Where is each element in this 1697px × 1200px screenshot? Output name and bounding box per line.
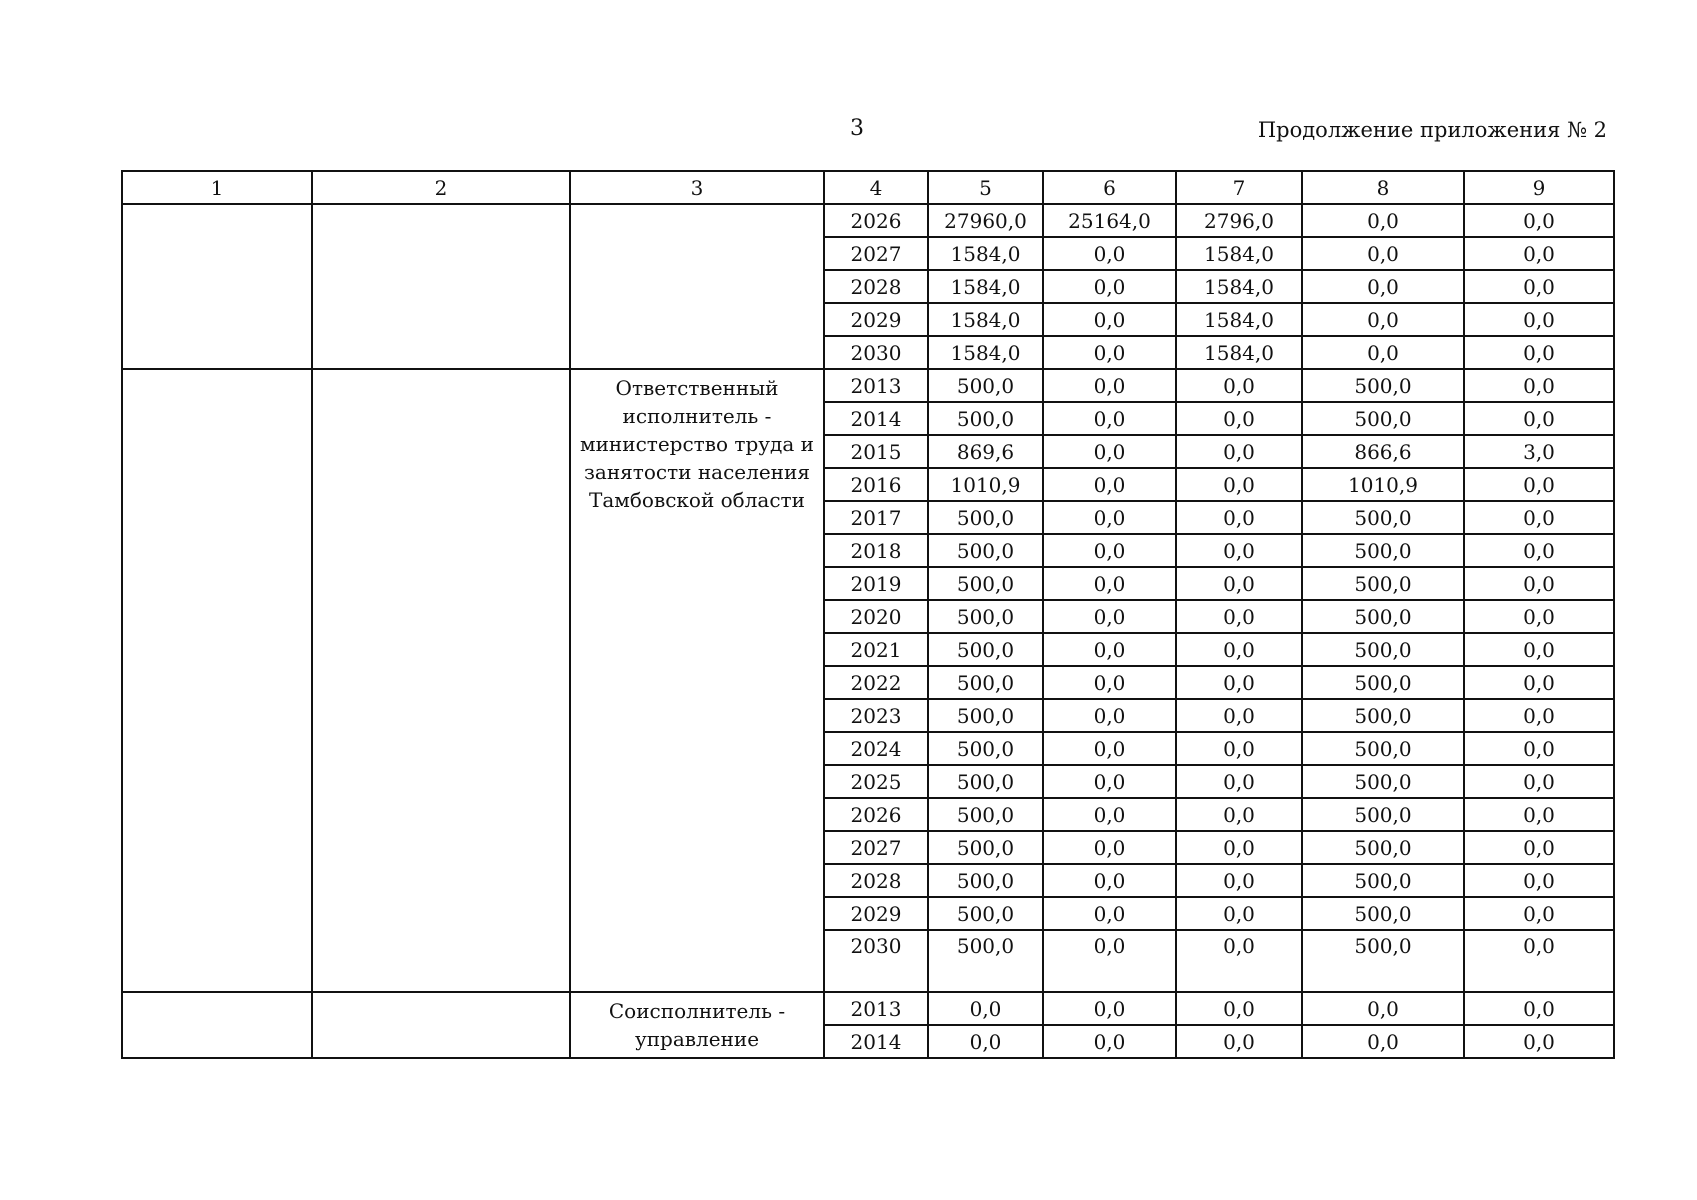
amount-cell: 500,0 [928,633,1043,666]
amount-cell: 500,0 [928,798,1043,831]
amount-cell: 0,0 [1043,501,1176,534]
amount-cell: 0,0 [1043,864,1176,897]
table-row [122,369,1614,402]
year-cell: 2014 [824,402,928,435]
amount-cell: 0,0 [1043,435,1176,468]
amount-cell: 500,0 [1302,567,1464,600]
amount-cell: 0,0 [1043,402,1176,435]
description-cell [122,369,312,992]
description-cell [312,369,570,992]
amount-cell: 0,0 [1043,765,1176,798]
amount-cell: 0,0 [1043,336,1176,369]
amount-cell: 500,0 [1302,600,1464,633]
amount-cell: 0,0 [1176,798,1302,831]
amount-cell: 0,0 [1464,633,1614,666]
amount-cell: 0,0 [1176,369,1302,402]
year-cell: 2024 [824,732,928,765]
amount-cell: 1584,0 [928,270,1043,303]
column-number: 2 [312,171,570,204]
amount-cell: 1010,9 [928,468,1043,501]
amount-cell: 1010,9 [1302,468,1464,501]
year-cell: 2015 [824,435,928,468]
amount-cell: 0,0 [1176,666,1302,699]
year-cell: 2028 [824,864,928,897]
year-cell: 2013 [824,369,928,402]
executor-cell: Ответственный исполнитель - министерство труда и занятости населения Тамбовской области [570,369,824,992]
amount-cell: 0,0 [1043,567,1176,600]
amount-cell: 0,0 [1464,1025,1614,1058]
year-cell: 2020 [824,600,928,633]
amount-cell: 0,0 [1464,468,1614,501]
amount-cell: 0,0 [1302,237,1464,270]
amount-cell: 0,0 [1464,336,1614,369]
amount-cell: 0,0 [1176,633,1302,666]
amount-cell: 0,0 [1176,600,1302,633]
year-cell: 2030 [824,930,928,992]
amount-cell: 1584,0 [928,237,1043,270]
description-cell [122,992,312,1058]
description-cell [312,992,570,1058]
amount-cell: 0,0 [1176,567,1302,600]
year-cell: 2019 [824,567,928,600]
amount-cell: 500,0 [928,897,1043,930]
amount-cell: 0,0 [1176,930,1302,992]
amount-cell: 1584,0 [1176,336,1302,369]
year-cell: 2028 [824,270,928,303]
amount-cell: 0,0 [928,1025,1043,1058]
page-number: 3 [850,116,864,141]
table-row [122,204,1614,237]
year-cell: 2023 [824,699,928,732]
amount-cell: 500,0 [928,765,1043,798]
amount-cell: 0,0 [1043,992,1176,1025]
year-cell: 2027 [824,831,928,864]
amount-cell: 500,0 [928,369,1043,402]
year-cell: 2029 [824,303,928,336]
amount-cell: 500,0 [928,567,1043,600]
amount-cell: 1584,0 [928,303,1043,336]
amount-cell: 0,0 [1464,501,1614,534]
amount-cell: 500,0 [1302,897,1464,930]
amount-cell: 1584,0 [928,336,1043,369]
amount-cell: 0,0 [1043,534,1176,567]
year-cell: 2017 [824,501,928,534]
column-number: 7 [1176,171,1302,204]
amount-cell: 0,0 [1043,897,1176,930]
year-cell: 2022 [824,666,928,699]
year-cell: 2026 [824,204,928,237]
column-number: 1 [122,171,312,204]
year-cell: 2025 [824,765,928,798]
amount-cell: 0,0 [1464,765,1614,798]
amount-cell: 0,0 [1464,600,1614,633]
column-number-row [122,171,1614,204]
column-number: 5 [928,171,1043,204]
column-number: 6 [1043,171,1176,204]
amount-cell: 500,0 [928,831,1043,864]
amount-cell: 0,0 [1464,567,1614,600]
amount-cell: 500,0 [928,864,1043,897]
amount-cell: 500,0 [1302,831,1464,864]
amount-cell: 0,0 [1464,732,1614,765]
year-cell: 2030 [824,336,928,369]
amount-cell: 0,0 [1302,270,1464,303]
amount-cell: 0,0 [1302,992,1464,1025]
amount-cell: 2796,0 [1176,204,1302,237]
year-cell: 2016 [824,468,928,501]
column-number: 8 [1302,171,1464,204]
amount-cell: 500,0 [928,666,1043,699]
amount-cell: 0,0 [1464,402,1614,435]
amount-cell: 500,0 [1302,699,1464,732]
amount-cell: 0,0 [1176,864,1302,897]
amount-cell: 27960,0 [928,204,1043,237]
amount-cell: 0,0 [1176,765,1302,798]
amount-cell: 0,0 [1464,864,1614,897]
amount-cell: 0,0 [1043,369,1176,402]
amount-cell: 0,0 [1043,732,1176,765]
amount-cell: 0,0 [1302,1025,1464,1058]
year-cell: 2021 [824,633,928,666]
table-row [122,992,1614,1025]
column-number: 3 [570,171,824,204]
amount-cell: 0,0 [1176,402,1302,435]
amount-cell: 0,0 [1302,336,1464,369]
amount-cell: 0,0 [1176,699,1302,732]
amount-cell: 500,0 [928,600,1043,633]
amount-cell: 0,0 [1043,468,1176,501]
amount-cell: 500,0 [928,699,1043,732]
amount-cell: 0,0 [1043,798,1176,831]
amount-cell: 500,0 [928,402,1043,435]
amount-cell: 500,0 [1302,369,1464,402]
amount-cell: 500,0 [1302,864,1464,897]
amount-cell: 0,0 [1176,831,1302,864]
amount-cell: 0,0 [1176,501,1302,534]
amount-cell: 0,0 [1043,600,1176,633]
amount-cell: 0,0 [1302,204,1464,237]
amount-cell: 1584,0 [1176,303,1302,336]
year-cell: 2013 [824,992,928,1025]
appendix-note: Продолжение приложения № 2 [1257,118,1607,142]
amount-cell: 500,0 [1302,402,1464,435]
amount-cell: 500,0 [1302,930,1464,992]
description-cell [122,204,312,369]
table-body [122,204,1614,1058]
amount-cell: 0,0 [1464,534,1614,567]
amount-cell: 0,0 [1464,270,1614,303]
amount-cell: 500,0 [1302,534,1464,567]
amount-cell: 0,0 [1464,798,1614,831]
amount-cell: 0,0 [1176,897,1302,930]
amount-cell: 0,0 [1176,435,1302,468]
amount-cell: 0,0 [1464,831,1614,864]
amount-cell: 0,0 [1043,1025,1176,1058]
amount-cell: 0,0 [1464,930,1614,992]
amount-cell: 0,0 [1464,666,1614,699]
amount-cell: 0,0 [1043,633,1176,666]
year-cell: 2014 [824,1025,928,1058]
amount-cell: 0,0 [1176,992,1302,1025]
budget-table [121,170,1615,1059]
amount-cell: 500,0 [928,501,1043,534]
amount-cell: 0,0 [1464,204,1614,237]
executor-cell [570,204,824,369]
amount-cell: 0,0 [1176,468,1302,501]
amount-cell: 0,0 [1043,303,1176,336]
amount-cell: 500,0 [1302,666,1464,699]
amount-cell: 0,0 [1464,699,1614,732]
column-number: 4 [824,171,928,204]
amount-cell: 500,0 [1302,765,1464,798]
amount-cell: 1584,0 [1176,270,1302,303]
amount-cell: 866,6 [1302,435,1464,468]
amount-cell: 500,0 [928,732,1043,765]
column-number: 9 [1464,171,1614,204]
year-cell: 2027 [824,237,928,270]
amount-cell: 0,0 [1464,897,1614,930]
amount-cell: 0,0 [1464,237,1614,270]
amount-cell: 0,0 [1464,992,1614,1025]
amount-cell: 0,0 [1302,303,1464,336]
year-cell: 2018 [824,534,928,567]
amount-cell: 0,0 [1176,732,1302,765]
amount-cell: 500,0 [1302,732,1464,765]
amount-cell: 0,0 [928,992,1043,1025]
year-cell: 2026 [824,798,928,831]
amount-cell: 3,0 [1464,435,1614,468]
amount-cell: 0,0 [1043,831,1176,864]
amount-cell: 0,0 [1043,237,1176,270]
amount-cell: 0,0 [1176,1025,1302,1058]
amount-cell: 0,0 [1464,303,1614,336]
amount-cell: 869,6 [928,435,1043,468]
amount-cell: 500,0 [928,534,1043,567]
amount-cell: 500,0 [1302,633,1464,666]
amount-cell: 500,0 [1302,501,1464,534]
description-cell [312,204,570,369]
amount-cell: 25164,0 [1043,204,1176,237]
amount-cell: 500,0 [928,930,1043,992]
amount-cell: 1584,0 [1176,237,1302,270]
year-cell: 2029 [824,897,928,930]
executor-cell: Соисполнитель - управление [570,992,824,1058]
amount-cell: 500,0 [1302,798,1464,831]
amount-cell: 0,0 [1043,699,1176,732]
amount-cell: 0,0 [1043,666,1176,699]
amount-cell: 0,0 [1464,369,1614,402]
amount-cell: 0,0 [1043,270,1176,303]
amount-cell: 0,0 [1176,534,1302,567]
amount-cell: 0,0 [1043,930,1176,992]
